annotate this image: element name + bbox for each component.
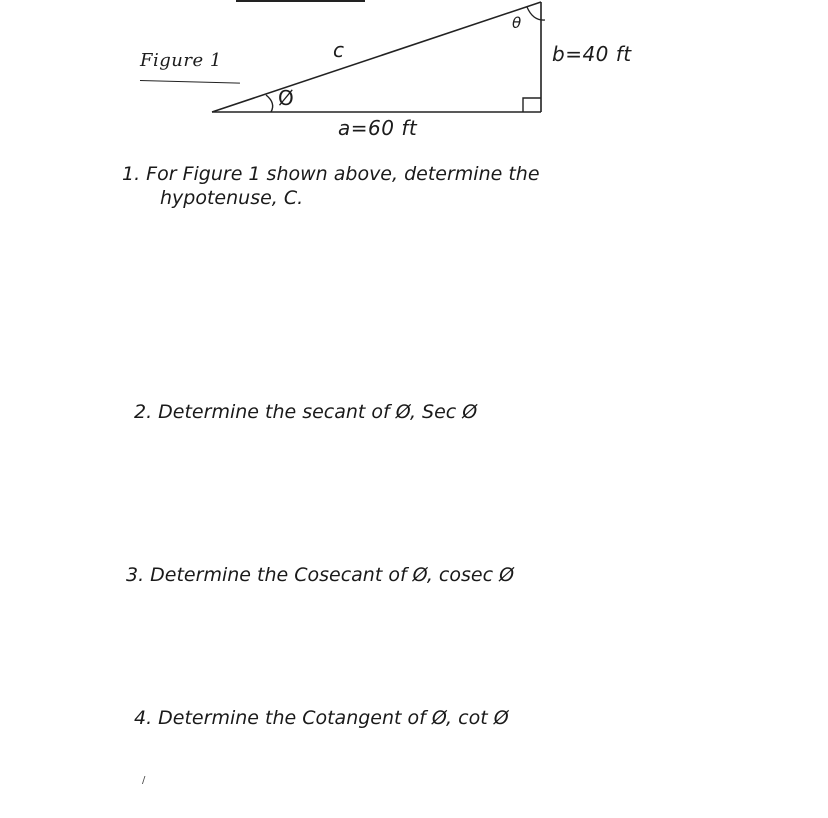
- phi-label: Ø: [278, 86, 295, 110]
- side-c-label: c: [333, 38, 345, 62]
- question-4-text: 4. Determine the Cotangent of Ø, cot Ø: [134, 707, 509, 729]
- question-2: [134, 400, 477, 424]
- phi-arc: [266, 95, 273, 112]
- question-3-text: 3. Determine the Cosecant of Ø, cosec Ø: [126, 564, 515, 586]
- question-1-line-1: 1. For Figure 1 shown above, determine the: [122, 163, 540, 185]
- question-3: [126, 563, 514, 587]
- question-4: [134, 706, 509, 730]
- theta-arc: [527, 7, 545, 20]
- side-b-label: b=40 ft: [552, 42, 632, 66]
- figure-label: Figure 1: [140, 50, 222, 71]
- side-a-label: a=60 ft: [338, 116, 418, 140]
- question-1-line-2: hypotenuse, C.: [160, 187, 304, 209]
- stray-pen-mark: /: [142, 775, 146, 786]
- hypotenuse-line: [212, 2, 541, 112]
- right-angle-marker: [523, 98, 541, 112]
- theta-label: θ: [512, 14, 522, 32]
- question-1: [122, 162, 540, 210]
- question-2-text: 2. Determine the secant of Ø, Sec Ø: [134, 401, 478, 423]
